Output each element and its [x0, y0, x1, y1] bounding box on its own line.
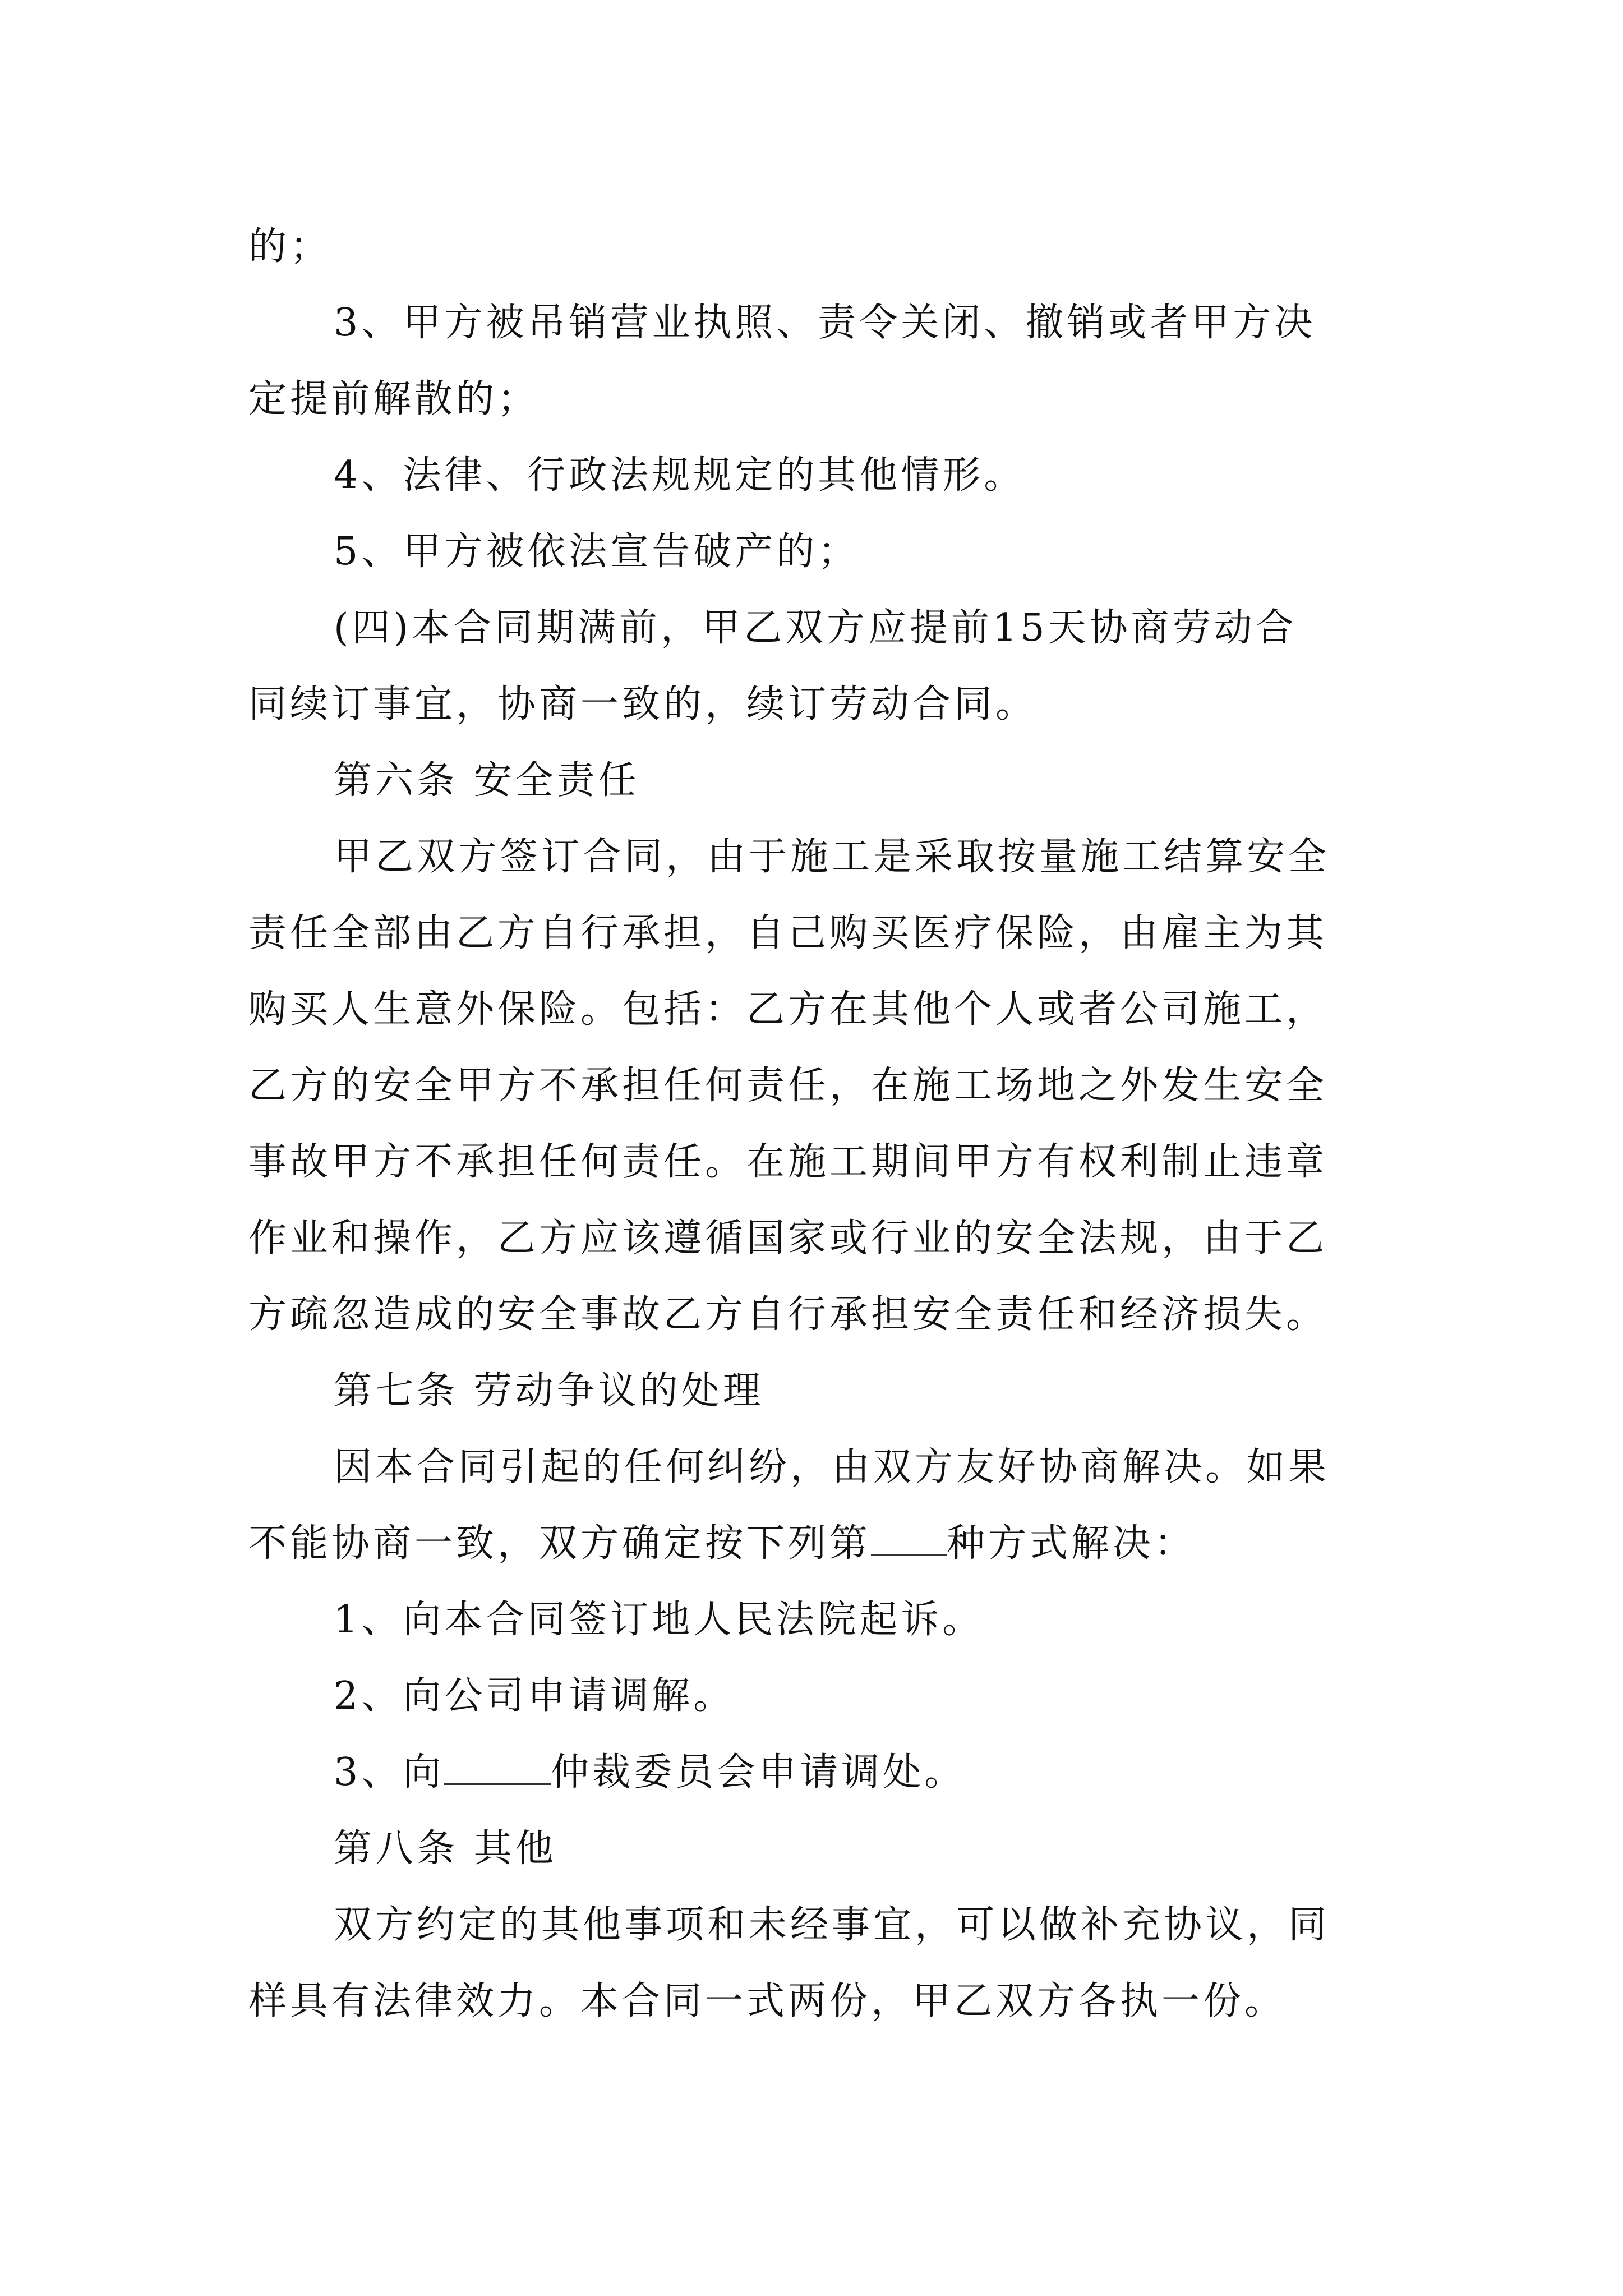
arbitration-line — [248, 1734, 1393, 1811]
dispute-text-before: 不能协商一致，双方确定按下列第 — [248, 1521, 872, 1566]
text-line: 事故甲方不承担任何责任。在施工期间甲方有权利制止违章 — [248, 1140, 1328, 1184]
contract-body — [248, 209, 1393, 2040]
fill-in-blank — [871, 1521, 947, 1556]
list-item: 1、向本合同签订地人民法院起诉。 — [334, 1598, 984, 1642]
text-line: 因本合同引起的任何纠纷，由双方友好协商解决。如果 — [334, 1445, 1330, 1489]
fill-in-blank — [444, 1750, 551, 1785]
text-line: 甲乙双方签订合同，由于施工是采取按量施工结算安全 — [334, 835, 1330, 879]
text-line: 购买人生意外保险。包括：乙方在其他个人或者公司施工， — [248, 987, 1328, 1032]
list-item: 2、向公司申请调解。 — [334, 1674, 735, 1718]
dispute-text-after: 种方式解决： — [947, 1521, 1196, 1566]
arbitration-text-after: 仲裁委员会申请调处。 — [551, 1750, 966, 1795]
text-line: 双方约定的其他事项和未经事宜，可以做补充协议，同 — [334, 1903, 1330, 1947]
text-line: 5、甲方被依法宣告破产的； — [334, 530, 860, 574]
text-line: 责任全部由乙方自行承担，自己购买医疗保险，由雇主为其 — [248, 911, 1328, 955]
dispute-method-line — [248, 1506, 1393, 1582]
section-heading: 第八条 其他 — [334, 1826, 557, 1871]
text-line: 4、法律、行政法规规定的其他情形。 — [334, 453, 1026, 498]
text-line: 3、甲方被吊销营业执照、责令关闭、撤销或者甲方决 — [334, 301, 1316, 345]
text-line: 的； — [248, 224, 332, 269]
text-line: 样具有法律效力。本合同一式两份，甲乙双方各执一份。 — [248, 1979, 1287, 2023]
text-line: 方疏忽造成的安全事故乙方自行承担安全责任和经济损失。 — [248, 1292, 1328, 1337]
section-heading: 第七条 劳动争议的处理 — [334, 1369, 764, 1413]
arbitration-text-before: 3、向 — [334, 1750, 445, 1795]
text-line: 同续订事宜，协商一致的，续订劳动合同。 — [248, 682, 1038, 726]
text-line: 乙方的安全甲方不承担任何责任，在施工场地之外发生安全 — [248, 1064, 1328, 1108]
text-line: 定提前解散的； — [248, 377, 540, 421]
text-line: 作业和操作，乙方应该遵循国家或行业的安全法规，由于乙 — [248, 1216, 1328, 1260]
text-line: (四)本合同期满前，甲乙双方应提前15天协商劳动合 — [334, 606, 1297, 650]
section-heading: 第六条 安全责任 — [334, 758, 640, 803]
